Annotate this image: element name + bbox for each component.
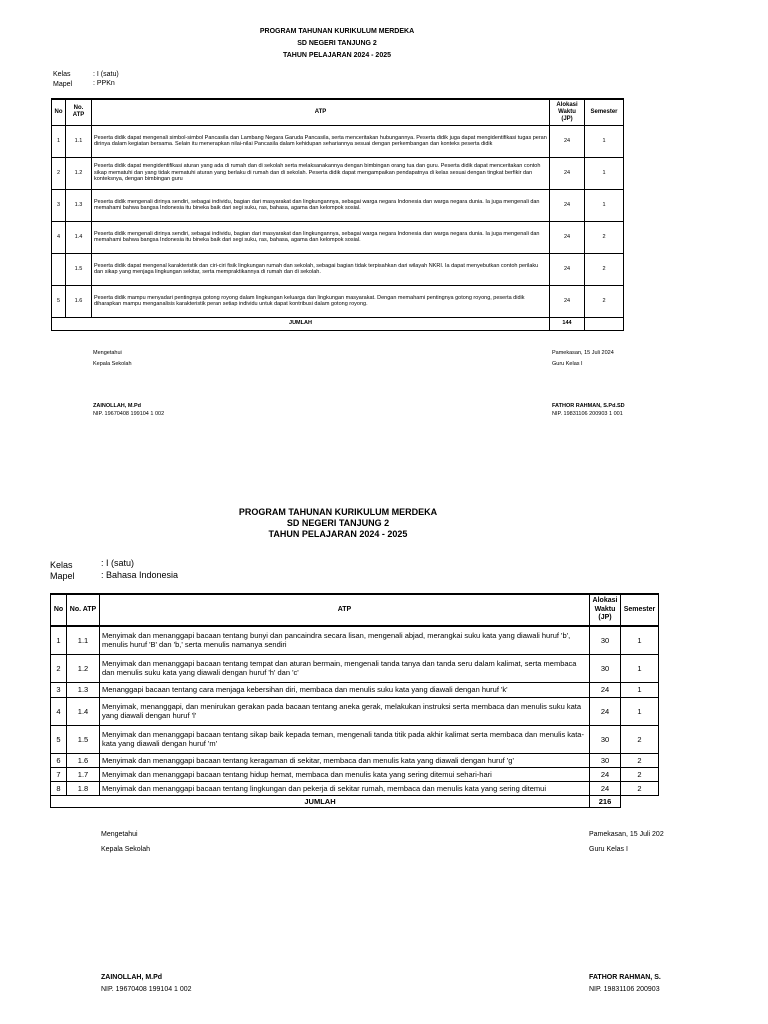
row-no-atp: 1.5: [67, 725, 100, 753]
table-row: [52, 221, 624, 253]
row-alokasi: 30: [590, 654, 621, 682]
row-no: 3: [52, 189, 66, 221]
row-no-atp: 1.8: [67, 781, 100, 795]
row-semester: 1: [621, 654, 659, 682]
doc1-atp-table: [51, 98, 624, 331]
signer-nip: NIP. 19670408 199104 1 002: [93, 411, 165, 417]
row-no: 7: [51, 767, 67, 781]
row-alokasi: 24: [550, 221, 585, 253]
table-row: [52, 285, 624, 317]
row-atp: Peserta didik dapat mengidentifikasi aturan yang ada di rumah dan di sekolah serta melaksanakannya dengan bimbingan orang tua dan guru. Peserta didik dapat menceritakan contoh sikap mematuhi dan yang tidak mematuhi aturan yang berlaku di rumah dan di sekolah. Peserta didik dapat mengampaikan pendapatnya di kelas sesuai dengan tingkat berfikir dan konteksnya, dengan bimbingan guru: [92, 157, 550, 189]
doc2-kelas-value: : I (satu): [101, 558, 135, 568]
sign-line: Mengetahui: [93, 350, 122, 356]
row-semester: 2: [621, 725, 659, 753]
total-row: [51, 795, 659, 807]
sign-line: Kepala Sekolah: [93, 361, 132, 367]
doc1-title-line: SD NEGERI TANJUNG 2: [297, 40, 377, 47]
row-no-atp: 1.4: [67, 697, 100, 725]
table-row: [52, 157, 624, 189]
doc1-kelas-label: Kelas: [53, 71, 71, 78]
signer-name: ZAINOLLAH, M.Pd: [93, 403, 141, 409]
doc2-mapel-label: Mapel: [50, 571, 75, 581]
doc1-kelas-value: : I (satu): [93, 71, 119, 78]
jumlah-value: 216: [590, 795, 621, 807]
doc1-title: [222, 26, 452, 62]
row-no-atp: 1.2: [67, 654, 100, 682]
sign-line: Mengetahui: [101, 831, 138, 838]
col-header-atp: ATP: [100, 594, 590, 626]
row-alokasi: 24: [550, 285, 585, 317]
doc2-title-line: PROGRAM TAHUNAN KURIKULUM MERDEKA: [238, 507, 438, 517]
row-atp: Peserta didik mengenali dirinya sendiri, sebagai individu, bagian dari masyarakat dan lingkungannya, sebagai warga negara Indonesia dan warga negara dunia. Ia juga mengenali dan memahami bahwa bangsa Indonesia itu bineka baik dari segi suku, ras, bahasa, agama dan kelompok sosial.: [92, 189, 550, 221]
row-no: 6: [51, 753, 67, 767]
row-alokasi: 24: [590, 697, 621, 725]
row-no: 1: [52, 125, 66, 157]
signer-name: FATHOR RAHMAN, S.: [589, 974, 661, 981]
table-row: [52, 125, 624, 157]
doc1-sign-left-name: [93, 402, 164, 418]
row-alokasi: 24: [550, 125, 585, 157]
row-atp: Peserta didik dapat mengenali simbol-simbol Pancasila dan Lambang Negara Garuda Pancasila, serta menceritakan hubungannya. Peserta didik juga dapat mengidentifikasi tugas peran dirinya dalam kegiatan bersama. Selain itu menerapkan nilai-nilai Pancasila dalam kehidupan sehariannya sesuai dengan perkembangan dan konteks peserta didik: [92, 125, 550, 157]
row-atp: Menyimak dan menanggapi bacaan tentang hidup hemat, membaca dan menulis kata yang sering ditemui sehari-hari: [100, 767, 590, 781]
doc1-sign-right-name: [552, 402, 625, 418]
row-alokasi: 30: [590, 626, 621, 654]
sign-line: Pamekasan, 15 Juli 2024: [552, 350, 614, 356]
signer-nip: NIP. 19831106 200903 1 001: [552, 411, 623, 417]
row-no-atp: 1.6: [66, 285, 92, 317]
doc2-title-line: SD NEGERI TANJUNG 2: [286, 518, 390, 528]
row-no: 5: [52, 285, 66, 317]
row-alokasi: 24: [550, 189, 585, 221]
row-no-atp: 1.1: [66, 125, 92, 157]
row-atp: Peserta didik mampu menyadari pentingnya gotong royong dalam lingkungan keluarga dan lingkungan masyarakat. Dengan memahami pentingnya gotong royong, peserta didik diharapkan mampu menganalisis karakteristik peran setiap individu untuk dapat kontribusi dalam gotong royong.: [92, 285, 550, 317]
row-no: 4: [52, 221, 66, 253]
row-semester: 1: [621, 682, 659, 697]
row-no: [52, 253, 66, 285]
doc1-mapel-value: : PPKn: [93, 80, 115, 87]
doc2-atp-table: [50, 593, 659, 808]
row-atp: Menyimak dan menanggapi bacaan tentang tempat dan aturan bermain, mengenali tanda tanya dan tanda seru dalam kalimat, serta membaca dan menulis suku kata yang diawali dengan huruf 'h' dan 'c': [100, 654, 590, 682]
row-atp: Menanggapi bacaan tentang cara menjaga kebersihan diri, membaca dan menulis suku kata yang diawali dengan huruf 'k': [100, 682, 590, 697]
table-row: [51, 697, 659, 725]
doc2-title: [208, 507, 468, 540]
row-semester: 2: [621, 753, 659, 767]
row-alokasi: 30: [590, 725, 621, 753]
row-alokasi: 24: [550, 253, 585, 285]
row-no-atp: 1.1: [67, 626, 100, 654]
doc2-kelas-label: Kelas: [50, 560, 73, 570]
row-atp: Peserta didik dapat mengenal karakteristik dan ciri-ciri fisik lingkungan rumah dan sekolah, sebagai bagian tidak terpisahkan dari wilayah NKRI. Ia dapat menyebutkan contoh perilaku dan sikap yang menjaga lingkungan sekitar, serta mempraktikannya di rumah dan di sekolah.: [92, 253, 550, 285]
jumlah-label: JUMLAH: [51, 795, 590, 807]
row-no-atp: 1.6: [67, 753, 100, 767]
col-header-semester: Semester: [621, 594, 659, 626]
row-semester: 1: [585, 125, 624, 157]
row-semester: 1: [585, 157, 624, 189]
row-semester: 2: [621, 767, 659, 781]
row-no: 5: [51, 725, 67, 753]
col-header-alokasi: Alokasi Waktu (JP): [590, 594, 621, 626]
doc1-sign-right: [552, 348, 614, 370]
row-no-atp: 1.4: [66, 221, 92, 253]
row-no-atp: 1.7: [67, 767, 100, 781]
col-header-no-atp: No. ATP: [67, 594, 100, 626]
jumlah-label: JUMLAH: [52, 317, 550, 330]
row-no: 8: [51, 781, 67, 795]
row-semester: 2: [585, 285, 624, 317]
doc2-mapel-value: : Bahasa Indonesia: [101, 570, 179, 580]
table-row: [52, 253, 624, 285]
doc2-sign-left: [101, 827, 150, 857]
row-no: 4: [51, 697, 67, 725]
sign-line: Guru Kelas I: [552, 361, 583, 367]
row-alokasi: 24: [590, 781, 621, 795]
table-row: [51, 781, 659, 795]
total-row: [52, 317, 624, 330]
row-semester: 1: [621, 626, 659, 654]
row-alokasi: 24: [550, 157, 585, 189]
col-header-semester: Semester: [585, 99, 624, 125]
doc1-sign-left: [93, 348, 132, 370]
doc1-mapel-label: Mapel: [53, 81, 73, 88]
row-atp: Menyimak, menanggapi, dan menirukan gerakan pada bacaan tentang aneka gerak, melakukan instruksi serta membaca dan menulis suku kata yang diawali dengan huruf 'l': [100, 697, 590, 725]
sign-line: Kepala Sekolah: [101, 846, 151, 853]
row-atp: Peserta didik mengenali dirinya sendiri, sebagai individu, bagian dari masyarakat dan lingkungannya, sebagai warga negara Indonesia dan warga negara dunia. Ia juga mengenali dan memahami bahwa bangsa Indonesia itu bineka baik dari segi suku, ras, bahasa, agama dan kelompok sosial.: [92, 221, 550, 253]
jumlah-empty: [585, 317, 624, 330]
table-row: [51, 767, 659, 781]
doc1-title-line: TAHUN PELAJARAN 2024 - 2025: [282, 52, 391, 59]
row-semester: 1: [621, 697, 659, 725]
table-row: [51, 753, 659, 767]
signer-nip: NIP. 19670408 199104 1 002: [101, 986, 192, 993]
row-no-atp: 1.2: [66, 157, 92, 189]
table-row: [51, 682, 659, 697]
table-row: [52, 189, 624, 221]
col-header-no-atp: No. ATP: [66, 99, 92, 125]
signer-name: ZAINOLLAH, M.Pd: [101, 974, 163, 981]
row-no: 2: [52, 157, 66, 189]
signer-nip: NIP. 19831106 200903: [589, 986, 660, 993]
row-semester: 2: [585, 221, 624, 253]
doc2-sign-left-name: [101, 972, 192, 996]
col-header-atp: ATP: [92, 99, 550, 125]
row-atp: Menyimak dan menanggapi bacaan tentang bunyi dan pancaindra secara lisan, mengenali abjad, merangkai suku kata yang diawali huruf 'b', menulis huruf 'B' dan 'b,' serta menulis namanya sendiri: [100, 626, 590, 654]
row-semester: 1: [585, 189, 624, 221]
row-atp: Menyimak dan menanggapi bacaan tentang keragaman di sekitar, membaca dan menulis kata yang diawali dengan huruf 'g': [100, 753, 590, 767]
doc2-sign-right-name: [589, 972, 664, 996]
col-header-no: No: [52, 99, 66, 125]
row-no-atp: 1.5: [66, 253, 92, 285]
row-alokasi: 30: [590, 753, 621, 767]
doc2-sign-right: [589, 827, 664, 857]
row-no-atp: 1.3: [66, 189, 92, 221]
row-no: 1: [51, 626, 67, 654]
row-semester: 2: [585, 253, 624, 285]
row-atp: Menyimak dan menanggapi bacaan tentang lingkungan dan pekerja di sekitar rumah, membaca dan menulis kata yang sering ditemui: [100, 781, 590, 795]
row-no: 2: [51, 654, 67, 682]
row-atp: Menyimak dan menanggapi bacaan tentang sikap baik kepada teman, mengenali tanda titik pada akhir kalimat serta membaca dan menulis kata-kata yang diawali dengan huruf 'm': [100, 725, 590, 753]
doc2-title-line: TAHUN PELAJARAN 2024 - 2025: [268, 529, 408, 539]
sign-line: Pamekasan, 15 Juli 202: [589, 831, 664, 838]
table-row: [51, 626, 659, 654]
row-semester: 2: [621, 781, 659, 795]
col-header-no: No: [51, 594, 67, 626]
signer-name: FATHOR RAHMAN, S.Pd.SD: [552, 403, 625, 409]
row-alokasi: 24: [590, 682, 621, 697]
table-row: [51, 654, 659, 682]
row-no-atp: 1.3: [67, 682, 100, 697]
row-no: 3: [51, 682, 67, 697]
jumlah-value: 144: [550, 317, 585, 330]
row-alokasi: 24: [590, 767, 621, 781]
jumlah-empty: [621, 795, 659, 807]
table-row: [51, 725, 659, 753]
sign-line: Guru Kelas I: [589, 846, 628, 853]
doc1-title-line: PROGRAM TAHUNAN KURIKULUM MERDEKA: [259, 28, 415, 35]
col-header-alokasi: Alokasi Waktu (JP): [550, 99, 585, 125]
